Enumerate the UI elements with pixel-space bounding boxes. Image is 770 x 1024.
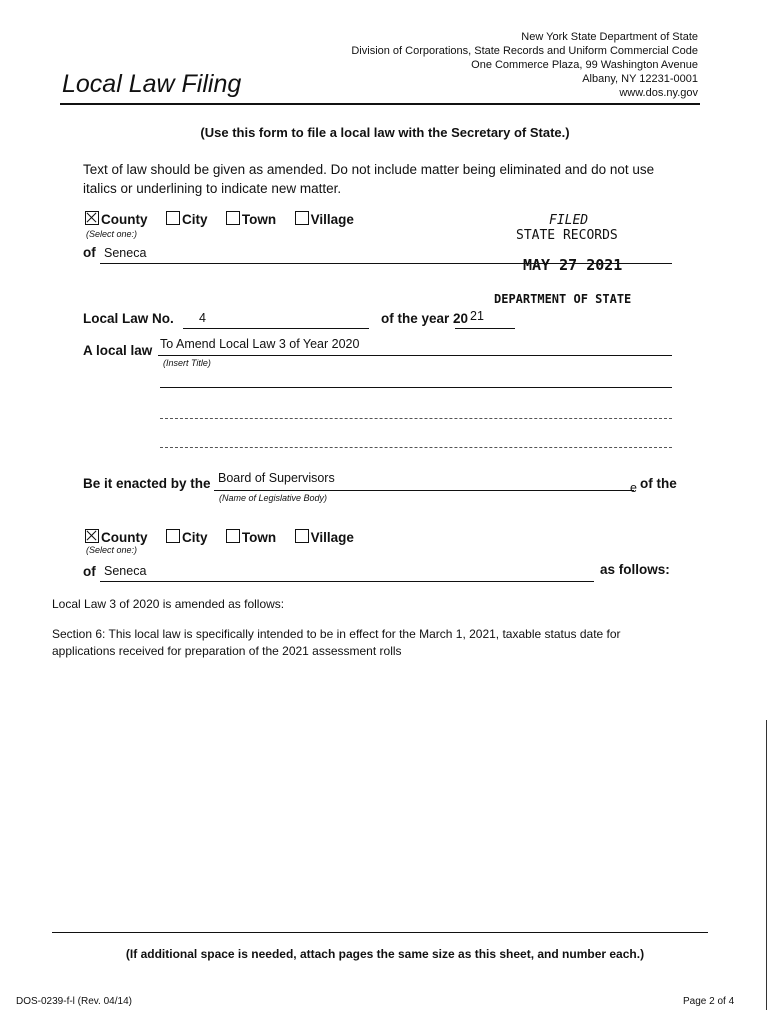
legislative-body-suffix: e [630, 481, 637, 495]
legislative-body-value[interactable]: Board of Supervisors [218, 471, 335, 485]
option-label: City [181, 212, 208, 227]
form-id: DOS-0239-f-l (Rev. 04/14) [16, 996, 132, 1007]
field-underline [455, 328, 515, 329]
agency-line: New York State Department of State [521, 31, 698, 43]
agency-line: Division of Corporations, State Records and Uniform Commercial Code [351, 45, 698, 57]
option-village[interactable] [295, 212, 354, 227]
checkbox[interactable] [226, 211, 240, 225]
checkbox[interactable] [295, 529, 309, 543]
checkbox[interactable] [166, 529, 180, 543]
blank-line [160, 387, 672, 388]
local-law-title-label: A local law [83, 343, 153, 358]
stamp-date: MAY 27 2021 [523, 256, 623, 274]
select-note: (Select one:) [86, 545, 138, 555]
option-label: County [101, 212, 148, 227]
municipality-name-1[interactable]: Seneca [104, 246, 147, 260]
field-underline [214, 490, 634, 491]
stamp-state-records: STATE RECORDS [516, 228, 618, 243]
option-city[interactable] [166, 530, 208, 545]
option-village[interactable] [295, 530, 354, 545]
checkbox-checked[interactable] [85, 211, 99, 225]
form-title: Local Law Filing [62, 70, 242, 98]
checkbox[interactable] [226, 529, 240, 543]
local-law-no-value[interactable]: 4 [199, 311, 206, 325]
option-label: County [101, 530, 148, 545]
option-county[interactable] [85, 212, 148, 227]
option-city[interactable] [166, 212, 208, 227]
checkbox[interactable] [295, 211, 309, 225]
option-town[interactable] [226, 530, 276, 545]
local-law-no-label: Local Law No. [83, 311, 174, 326]
law-text-section: Section 6: This local law is specifically intended to be in effect for the March 1, 2021, taxable status date for applications received for preparation of the 2021 assessment rolls [52, 627, 621, 658]
intro-text: Text of law should be given as amended. Do not include matter being eliminated and do not use italics or underlining to indicate new matter. [83, 162, 655, 196]
field-underline [100, 581, 594, 582]
agency-website: www.dos.ny.gov [619, 87, 698, 99]
checkbox[interactable] [166, 211, 180, 225]
agency-line: One Commerce Plaza, 99 Washington Avenue [471, 59, 698, 71]
field-underline [183, 328, 369, 329]
checkbox-checked[interactable] [85, 529, 99, 543]
footer-rule [52, 932, 708, 933]
option-label: City [181, 530, 208, 545]
stamp-department: DEPARTMENT OF STATE [494, 292, 632, 306]
of-label: of [83, 564, 96, 579]
as-follows-label: as follows: [600, 562, 670, 577]
agency-line: Albany, NY 12231-0001 [582, 73, 698, 85]
of-the-label: of the [640, 476, 677, 491]
header-rule [60, 103, 700, 105]
insert-title-hint: (Insert Title) [163, 358, 211, 368]
page-number: Page 2 of 4 [683, 996, 735, 1007]
year-value[interactable]: 21 [470, 309, 484, 323]
option-county[interactable] [85, 530, 148, 545]
municipality-type-group-1 [85, 211, 368, 229]
option-label: Village [310, 212, 354, 227]
option-label: Town [241, 530, 277, 545]
option-town[interactable] [226, 212, 276, 227]
field-underline [158, 355, 672, 356]
option-label: Town [241, 212, 277, 227]
municipality-name-2[interactable]: Seneca [104, 564, 147, 578]
scan-edge-line [766, 720, 767, 1010]
blank-line [160, 447, 672, 448]
year-label: of the year 20 [381, 311, 469, 326]
option-label: Village [310, 530, 354, 545]
additional-space-note: (If additional space is needed, attach pages the same size as this sheet, and number each.) [125, 947, 645, 961]
of-label: of [83, 245, 96, 260]
enacted-by-label: Be it enacted by the [83, 476, 211, 491]
local-law-title-value[interactable]: To Amend Local Law 3 of Year 2020 [160, 337, 360, 351]
agency-address [351, 30, 698, 100]
usage-note: (Use this form to file a local law with the Secretary of State.) [200, 125, 570, 140]
law-text-line: Local Law 3 of 2020 is amended as follows: [52, 597, 285, 611]
blank-line [160, 418, 672, 419]
legislative-body-hint: (Name of Legislative Body) [219, 493, 328, 503]
stamp-filed: FILED [549, 213, 589, 228]
select-note: (Select one:) [86, 229, 138, 239]
